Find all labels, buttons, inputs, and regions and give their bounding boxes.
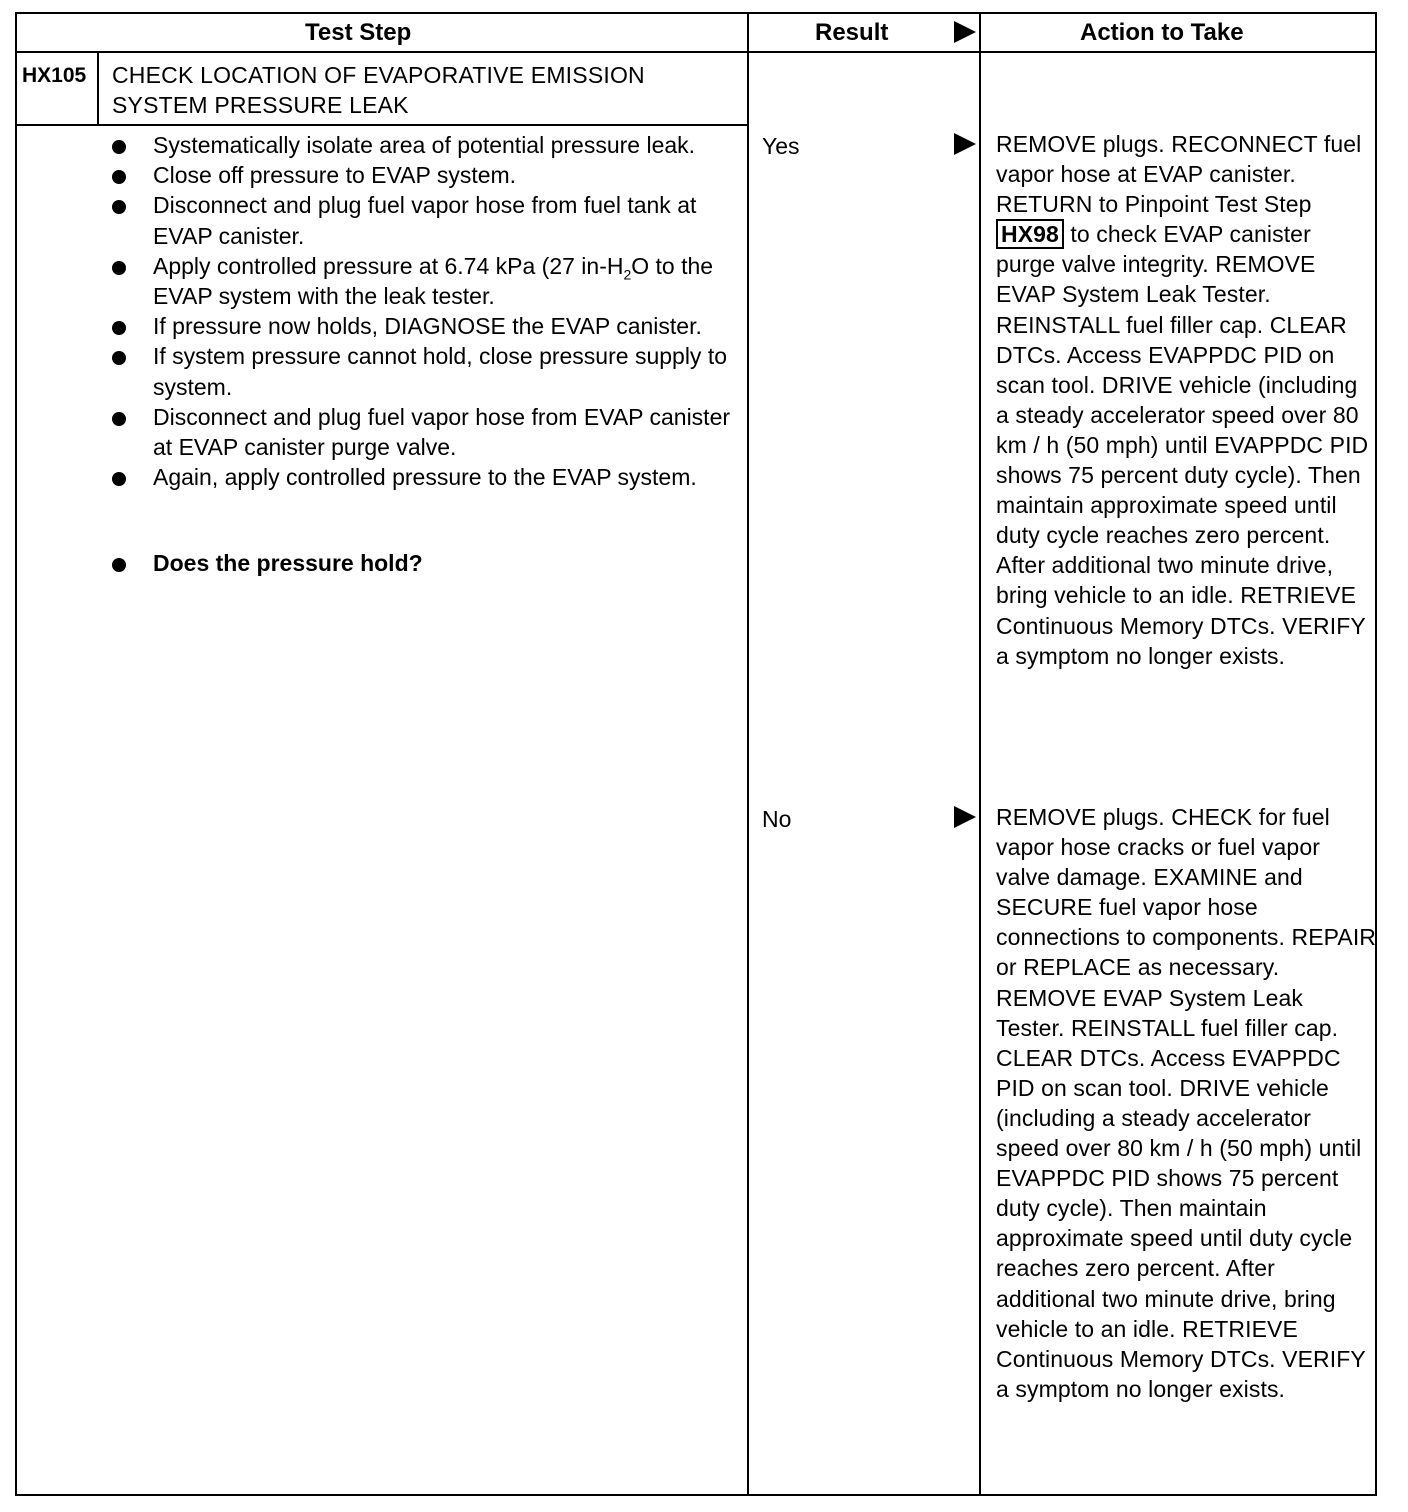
step-reference-hx98: HX98 bbox=[996, 219, 1064, 249]
action-yes: REMOVE plugs. RECONNECT fuel vapor hose at EVAP canister. RETURN to Pinpoint Test Step HX98 to check EVAP canister purge valve integrity. REMOVE EVAP System Leak Tester. REINSTALL fuel filler cap. CLEAR DTCs. Access EVAPPDC PID on scan tool. DRIVE vehicle (including a steady accelerator speed over 80 km / h (50 mph) until EVAPPDC PID shows 75 percent duty cycle). Then maintain approximate speed until duty cycle reaches zero percent. After additional two minute drive, bring vehicle to an idle. RETRIEVE Continuous Memory DTCs. VERIFY a symptom no longer exists. bbox=[996, 131, 1369, 669]
header-result: Result bbox=[815, 19, 889, 46]
action-no: REMOVE plugs. CHECK for fuel vapor hose cracks or fuel vapor valve damage. EXAMINE and SECURE fuel vapor hose connections to components. REPAIR or REPLACE as necessary. REMOVE EVAP System Leak Tester. REINSTALL fuel filler cap. CLEAR DTCs. Access EVAPPDC PID on scan tool. DRIVE vehicle (including a steady accelerator speed over 80 km / h (50 mph) until EVAPPDC PID shows 75 percent duty cycle). Then maintain approximate speed until duty cycle reaches zero percent. After additional two minute drive, bring vehicle to an idle. RETRIEVE Continuous Memory DTCs. VERIFY a symptom no longer exists. bbox=[996, 804, 1377, 1402]
step-bullet-list bbox=[108, 130, 738, 579]
list-item: Systematically isolate area of potential pressure leak. bbox=[108, 130, 738, 160]
list-item: Again, apply controlled pressure to the EVAP system. bbox=[108, 462, 738, 492]
list-item: If system pressure cannot hold, close pressure supply to system. bbox=[108, 341, 738, 401]
bullet-icon bbox=[112, 261, 126, 275]
header-arrow-icon bbox=[954, 21, 976, 43]
result-no-arrow-icon bbox=[954, 806, 976, 828]
step-question: Does the pressure hold? bbox=[108, 548, 738, 578]
bullet-icon bbox=[112, 140, 126, 154]
header-test-step: Test Step bbox=[305, 19, 412, 46]
result-no: No bbox=[762, 806, 792, 832]
bullet-icon bbox=[112, 170, 126, 184]
list-item: Disconnect and plug fuel vapor hose from EVAP canister at EVAP canister purge valve. bbox=[108, 402, 738, 462]
bullet-icon bbox=[112, 200, 126, 214]
bullet-icon bbox=[112, 412, 126, 426]
header-divider bbox=[15, 51, 1377, 53]
list-item: Close off pressure to EVAP system. bbox=[108, 160, 738, 190]
column-divider bbox=[747, 12, 749, 1496]
bullet-icon bbox=[112, 558, 126, 572]
list-item: Disconnect and plug fuel vapor hose from fuel tank at EVAP canister. bbox=[108, 190, 738, 250]
step-title-divider bbox=[15, 124, 749, 126]
list-item: If pressure now holds, DIAGNOSE the EVAP canister. bbox=[108, 311, 738, 341]
result-yes-arrow-icon bbox=[954, 133, 976, 155]
bullet-icon bbox=[112, 321, 126, 335]
header-action: Action to Take bbox=[1080, 19, 1244, 46]
step-code: HX105 bbox=[22, 64, 87, 87]
result-yes: Yes bbox=[762, 133, 800, 159]
bullet-icon bbox=[112, 472, 126, 486]
step-title: CHECK LOCATION OF EVAPORATIVE EMISSION SYSTEM PRESSURE LEAK bbox=[112, 62, 645, 118]
column-divider bbox=[979, 12, 981, 1496]
list-item: Apply controlled pressure at 6.74 kPa (27 $in-H_2O$ to the EVAP system with the leak tester. bbox=[108, 251, 738, 311]
bullet-icon bbox=[112, 351, 126, 365]
code-divider bbox=[97, 52, 99, 126]
